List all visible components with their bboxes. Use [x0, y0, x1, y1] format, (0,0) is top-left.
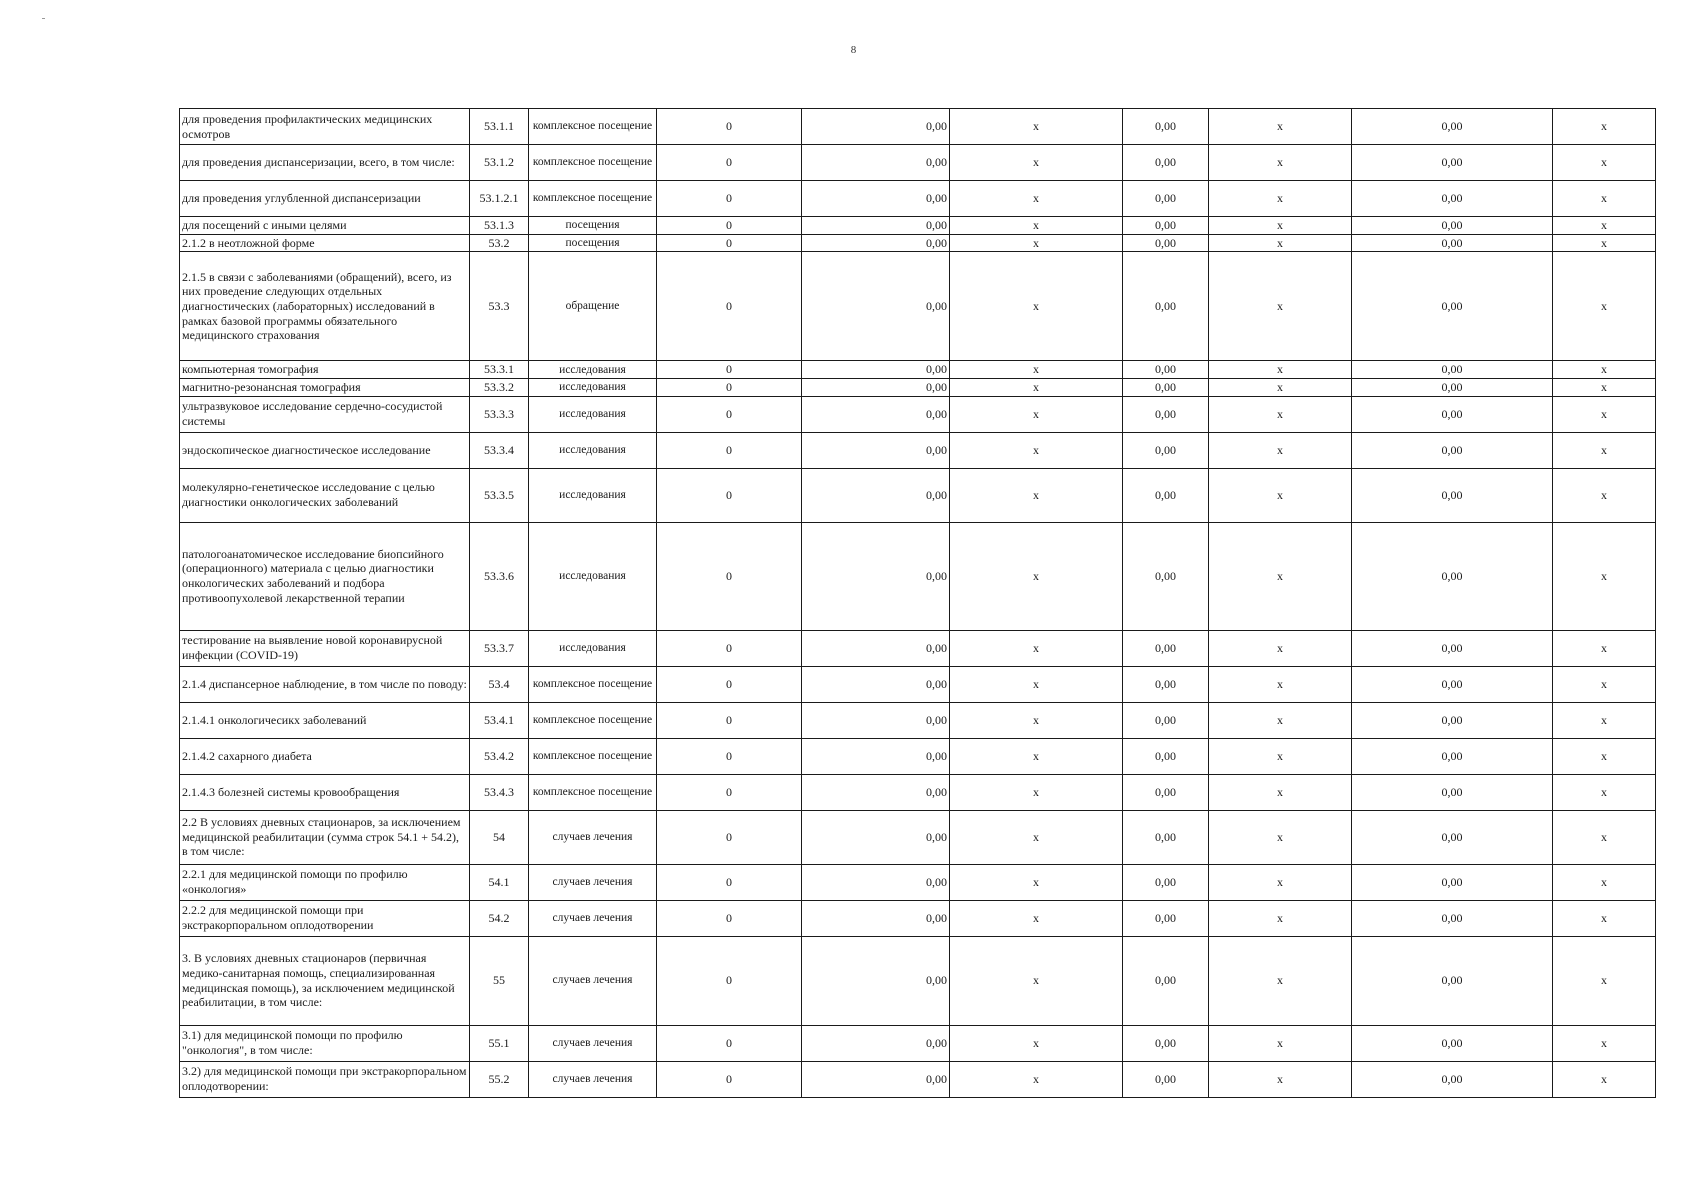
- row-value-cell: 0,00: [802, 109, 950, 145]
- row-unit-cell: комплексное посещение: [529, 774, 657, 810]
- row-value-cell: 0,00: [1352, 234, 1553, 252]
- row-value-cell: 0,00: [1123, 864, 1209, 900]
- row-name-cell: 2.2 В условиях дневных стационаров, за исключением медицинской реабилитации (сумма строк 54.1 + 54.2), в том числе:: [180, 810, 470, 864]
- row-x-cell: х: [1553, 522, 1656, 630]
- row-x-cell: х: [1553, 1061, 1656, 1097]
- row-code-cell: 53.3.2: [470, 378, 529, 396]
- row-x-cell: х: [1209, 1061, 1352, 1097]
- row-name-cell: для проведения углубленной диспансеризации: [180, 181, 470, 217]
- row-unit-cell: исследования: [529, 361, 657, 379]
- row-value-cell: 0,00: [802, 900, 950, 936]
- row-x-cell: х: [950, 361, 1123, 379]
- row-volume-cell: 0: [657, 217, 802, 235]
- row-name-cell: компьютерная томография: [180, 361, 470, 379]
- row-x-cell: х: [1553, 702, 1656, 738]
- page-number: 8: [850, 44, 857, 56]
- row-code-cell: 53.4.1: [470, 702, 529, 738]
- row-x-cell: х: [950, 936, 1123, 1025]
- row-x-cell: х: [1553, 810, 1656, 864]
- row-x-cell: х: [1209, 181, 1352, 217]
- row-unit-cell: исследования: [529, 630, 657, 666]
- row-volume-cell: 0: [657, 1025, 802, 1061]
- row-code-cell: 53.4: [470, 666, 529, 702]
- row-volume-cell: 0: [657, 378, 802, 396]
- row-x-cell: х: [950, 864, 1123, 900]
- row-value-cell: 0,00: [1123, 378, 1209, 396]
- row-x-cell: х: [950, 900, 1123, 936]
- row-value-cell: 0,00: [802, 181, 950, 217]
- row-volume-cell: 0: [657, 468, 802, 522]
- row-code-cell: 53.3.3: [470, 396, 529, 432]
- row-x-cell: х: [1209, 109, 1352, 145]
- row-name-cell: 2.1.5 в связи с заболеваниями (обращений), всего, из них проведение следующих отдельных диагностических (лабораторных) исследований в рамках базовой программы обязательного медицинского страхования: [180, 252, 470, 361]
- row-value-cell: 0,00: [1352, 900, 1553, 936]
- row-volume-cell: 0: [657, 864, 802, 900]
- row-x-cell: х: [1553, 936, 1656, 1025]
- row-unit-cell: комплексное посещение: [529, 109, 657, 145]
- row-x-cell: х: [1553, 181, 1656, 217]
- row-name-cell: 3. В условиях дневных стационаров (первичная медико-санитарная помощь, специализированная медицинская помощь), за исключением медицинской реабилитации, в том числе:: [180, 936, 470, 1025]
- row-value-cell: 0,00: [802, 522, 950, 630]
- row-code-cell: 53.3.4: [470, 432, 529, 468]
- row-name-cell: тестирование на выявление новой коронавирусной инфекции (COVID-19): [180, 630, 470, 666]
- row-x-cell: х: [1209, 234, 1352, 252]
- row-value-cell: 0,00: [802, 738, 950, 774]
- row-value-cell: 0,00: [802, 810, 950, 864]
- row-volume-cell: 0: [657, 900, 802, 936]
- row-x-cell: х: [1209, 252, 1352, 361]
- row-x-cell: х: [950, 234, 1123, 252]
- row-x-cell: х: [1553, 864, 1656, 900]
- row-value-cell: 0,00: [1352, 936, 1553, 1025]
- table-row: [180, 234, 1656, 252]
- row-value-cell: 0,00: [802, 936, 950, 1025]
- row-volume-cell: 0: [657, 738, 802, 774]
- table-row: [180, 217, 1656, 235]
- row-x-cell: х: [950, 630, 1123, 666]
- row-value-cell: 0,00: [1352, 1061, 1553, 1097]
- row-value-cell: 0,00: [1123, 666, 1209, 702]
- table-row: [180, 252, 1656, 361]
- row-value-cell: 0,00: [1123, 145, 1209, 181]
- row-value-cell: 0,00: [1123, 234, 1209, 252]
- row-volume-cell: 0: [657, 774, 802, 810]
- row-x-cell: х: [950, 666, 1123, 702]
- row-x-cell: х: [950, 810, 1123, 864]
- row-volume-cell: 0: [657, 702, 802, 738]
- table-row: [180, 109, 1656, 145]
- row-name-cell: эндоскопическое диагностическое исследование: [180, 432, 470, 468]
- row-volume-cell: 0: [657, 181, 802, 217]
- row-x-cell: х: [950, 217, 1123, 235]
- row-name-cell: 2.1.4 диспансерное наблюдение, в том числе по поводу:: [180, 666, 470, 702]
- row-value-cell: 0,00: [1352, 774, 1553, 810]
- row-value-cell: 0,00: [1123, 936, 1209, 1025]
- row-value-cell: 0,00: [1352, 1025, 1553, 1061]
- row-value-cell: 0,00: [1352, 702, 1553, 738]
- row-x-cell: х: [1553, 145, 1656, 181]
- table-row: [180, 810, 1656, 864]
- row-x-cell: х: [1553, 252, 1656, 361]
- row-code-cell: 53.2: [470, 234, 529, 252]
- row-x-cell: х: [1553, 900, 1656, 936]
- row-value-cell: 0,00: [1123, 396, 1209, 432]
- row-x-cell: х: [950, 432, 1123, 468]
- row-value-cell: 0,00: [802, 252, 950, 361]
- row-volume-cell: 0: [657, 361, 802, 379]
- row-x-cell: х: [1553, 234, 1656, 252]
- row-x-cell: х: [950, 378, 1123, 396]
- row-name-cell: для проведения диспансеризации, всего, в том числе:: [180, 145, 470, 181]
- row-value-cell: 0,00: [1352, 738, 1553, 774]
- row-x-cell: х: [1553, 361, 1656, 379]
- row-value-cell: 0,00: [1352, 396, 1553, 432]
- row-volume-cell: 0: [657, 145, 802, 181]
- row-code-cell: 53.1.1: [470, 109, 529, 145]
- row-name-cell: 2.1.4.3 болезней системы кровообращения: [180, 774, 470, 810]
- row-x-cell: х: [1553, 217, 1656, 235]
- table-row: [180, 702, 1656, 738]
- row-code-cell: 53.4.3: [470, 774, 529, 810]
- row-value-cell: 0,00: [802, 1061, 950, 1097]
- row-unit-cell: случаев лечения: [529, 900, 657, 936]
- row-value-cell: 0,00: [802, 666, 950, 702]
- table-row: [180, 181, 1656, 217]
- row-x-cell: х: [950, 109, 1123, 145]
- row-x-cell: х: [1209, 522, 1352, 630]
- row-value-cell: 0,00: [1352, 181, 1553, 217]
- table-row: [180, 1025, 1656, 1061]
- row-unit-cell: случаев лечения: [529, 1025, 657, 1061]
- row-volume-cell: 0: [657, 630, 802, 666]
- row-name-cell: 2.1.4.1 онкологичесикх заболеваний: [180, 702, 470, 738]
- row-value-cell: 0,00: [1352, 109, 1553, 145]
- row-x-cell: х: [1553, 396, 1656, 432]
- row-value-cell: 0,00: [1352, 810, 1553, 864]
- row-x-cell: х: [1209, 145, 1352, 181]
- row-unit-cell: исследования: [529, 396, 657, 432]
- row-unit-cell: случаев лечения: [529, 936, 657, 1025]
- row-name-cell: 2.1.2 в неотложной форме: [180, 234, 470, 252]
- row-x-cell: х: [1553, 468, 1656, 522]
- row-value-cell: 0,00: [802, 432, 950, 468]
- row-unit-cell: исследования: [529, 432, 657, 468]
- row-x-cell: х: [950, 181, 1123, 217]
- row-value-cell: 0,00: [1123, 738, 1209, 774]
- row-value-cell: 0,00: [1123, 432, 1209, 468]
- row-x-cell: х: [1553, 432, 1656, 468]
- row-x-cell: х: [1209, 666, 1352, 702]
- table-row: [180, 864, 1656, 900]
- row-unit-cell: случаев лечения: [529, 1061, 657, 1097]
- table-row: [180, 432, 1656, 468]
- row-volume-cell: 0: [657, 810, 802, 864]
- row-unit-cell: комплексное посещение: [529, 666, 657, 702]
- row-x-cell: х: [950, 738, 1123, 774]
- row-x-cell: х: [1553, 666, 1656, 702]
- row-value-cell: 0,00: [1123, 774, 1209, 810]
- table-row: [180, 361, 1656, 379]
- row-value-cell: 0,00: [1123, 217, 1209, 235]
- row-value-cell: 0,00: [802, 630, 950, 666]
- row-code-cell: 53.3.1: [470, 361, 529, 379]
- row-x-cell: х: [950, 1025, 1123, 1061]
- row-x-cell: х: [1209, 217, 1352, 235]
- row-value-cell: 0,00: [1123, 468, 1209, 522]
- row-x-cell: х: [1209, 900, 1352, 936]
- row-x-cell: х: [1209, 810, 1352, 864]
- row-x-cell: х: [1553, 1025, 1656, 1061]
- row-code-cell: 53.1.2.1: [470, 181, 529, 217]
- row-unit-cell: случаев лечения: [529, 810, 657, 864]
- row-x-cell: х: [1209, 738, 1352, 774]
- table-row: [180, 738, 1656, 774]
- row-x-cell: х: [950, 252, 1123, 361]
- row-volume-cell: 0: [657, 396, 802, 432]
- row-unit-cell: комплексное посещение: [529, 738, 657, 774]
- row-x-cell: х: [1209, 774, 1352, 810]
- row-unit-cell: случаев лечения: [529, 864, 657, 900]
- row-code-cell: 53.3: [470, 252, 529, 361]
- row-x-cell: х: [1553, 738, 1656, 774]
- row-code-cell: 53.3.6: [470, 522, 529, 630]
- row-unit-cell: комплексное посещение: [529, 702, 657, 738]
- row-value-cell: 0,00: [802, 396, 950, 432]
- row-x-cell: х: [1209, 468, 1352, 522]
- row-value-cell: 0,00: [1123, 361, 1209, 379]
- row-code-cell: 53.3.7: [470, 630, 529, 666]
- data-table: [179, 108, 1656, 1098]
- row-x-cell: х: [1209, 630, 1352, 666]
- row-name-cell: 3.2) для медицинской помощи при экстракорпоральном оплодотворении:: [180, 1061, 470, 1097]
- table-row: [180, 1061, 1656, 1097]
- row-name-cell: 2.2.2 для медицинской помощи при экстракорпоральном оплодотворении: [180, 900, 470, 936]
- row-x-cell: х: [1209, 1025, 1352, 1061]
- table-row: [180, 774, 1656, 810]
- row-value-cell: 0,00: [802, 1025, 950, 1061]
- row-x-cell: х: [1209, 936, 1352, 1025]
- row-name-cell: ультразвуковое исследование сердечно-сосудистой системы: [180, 396, 470, 432]
- row-code-cell: 53.4.2: [470, 738, 529, 774]
- row-unit-cell: посещения: [529, 217, 657, 235]
- row-value-cell: 0,00: [1123, 181, 1209, 217]
- row-x-cell: х: [950, 468, 1123, 522]
- row-x-cell: х: [1553, 630, 1656, 666]
- row-x-cell: х: [950, 522, 1123, 630]
- scan-speck: [42, 18, 45, 19]
- row-value-cell: 0,00: [1123, 630, 1209, 666]
- row-name-cell: для проведения профилактических медицинских осмотров: [180, 109, 470, 145]
- row-unit-cell: комплексное посещение: [529, 181, 657, 217]
- row-name-cell: 2.2.1 для медицинской помощи по профилю «онкология»: [180, 864, 470, 900]
- row-name-cell: 2.1.4.2 сахарного диабета: [180, 738, 470, 774]
- row-unit-cell: исследования: [529, 522, 657, 630]
- row-value-cell: 0,00: [1123, 1061, 1209, 1097]
- row-value-cell: 0,00: [802, 234, 950, 252]
- row-x-cell: х: [1553, 378, 1656, 396]
- row-value-cell: 0,00: [802, 378, 950, 396]
- row-volume-cell: 0: [657, 1061, 802, 1097]
- row-volume-cell: 0: [657, 109, 802, 145]
- row-code-cell: 53.3.5: [470, 468, 529, 522]
- row-value-cell: 0,00: [1352, 630, 1553, 666]
- row-value-cell: 0,00: [1352, 522, 1553, 630]
- row-x-cell: х: [1553, 109, 1656, 145]
- row-name-cell: магнитно-резонансная томография: [180, 378, 470, 396]
- row-value-cell: 0,00: [1352, 468, 1553, 522]
- table-body: [180, 109, 1656, 1098]
- row-value-cell: 0,00: [1352, 145, 1553, 181]
- row-x-cell: х: [950, 1061, 1123, 1097]
- table-row: [180, 936, 1656, 1025]
- row-value-cell: 0,00: [1123, 1025, 1209, 1061]
- row-volume-cell: 0: [657, 432, 802, 468]
- row-volume-cell: 0: [657, 936, 802, 1025]
- row-value-cell: 0,00: [802, 145, 950, 181]
- row-value-cell: 0,00: [1123, 810, 1209, 864]
- row-code-cell: 53.1.2: [470, 145, 529, 181]
- row-value-cell: 0,00: [1352, 864, 1553, 900]
- row-unit-cell: исследования: [529, 468, 657, 522]
- row-x-cell: х: [950, 145, 1123, 181]
- table-row: [180, 396, 1656, 432]
- row-value-cell: 0,00: [1352, 252, 1553, 361]
- row-unit-cell: комплексное посещение: [529, 145, 657, 181]
- row-volume-cell: 0: [657, 252, 802, 361]
- row-unit-cell: посещения: [529, 234, 657, 252]
- row-volume-cell: 0: [657, 522, 802, 630]
- row-x-cell: х: [950, 774, 1123, 810]
- row-value-cell: 0,00: [1123, 900, 1209, 936]
- row-x-cell: х: [950, 396, 1123, 432]
- table-row: [180, 145, 1656, 181]
- row-name-cell: 3.1) для медицинской помощи по профилю "онкология", в том числе:: [180, 1025, 470, 1061]
- row-x-cell: х: [1209, 864, 1352, 900]
- row-code-cell: 55.1: [470, 1025, 529, 1061]
- row-volume-cell: 0: [657, 666, 802, 702]
- table-row: [180, 378, 1656, 396]
- row-x-cell: х: [1209, 432, 1352, 468]
- table-row: [180, 666, 1656, 702]
- row-value-cell: 0,00: [1352, 378, 1553, 396]
- row-code-cell: 54.1: [470, 864, 529, 900]
- row-value-cell: 0,00: [1123, 109, 1209, 145]
- row-code-cell: 53.1.3: [470, 217, 529, 235]
- row-code-cell: 54.2: [470, 900, 529, 936]
- row-x-cell: х: [1209, 702, 1352, 738]
- row-code-cell: 54: [470, 810, 529, 864]
- row-value-cell: 0,00: [1352, 361, 1553, 379]
- row-value-cell: 0,00: [802, 468, 950, 522]
- row-value-cell: 0,00: [802, 702, 950, 738]
- row-code-cell: 55.2: [470, 1061, 529, 1097]
- row-x-cell: х: [1209, 361, 1352, 379]
- row-value-cell: 0,00: [1123, 252, 1209, 361]
- table-row: [180, 630, 1656, 666]
- row-unit-cell: обращение: [529, 252, 657, 361]
- row-name-cell: молекулярно-генетическое исследование с целью диагностики онкологических заболеваний: [180, 468, 470, 522]
- row-value-cell: 0,00: [802, 217, 950, 235]
- row-value-cell: 0,00: [1123, 702, 1209, 738]
- table-row: [180, 468, 1656, 522]
- table-row: [180, 522, 1656, 630]
- row-value-cell: 0,00: [1123, 522, 1209, 630]
- row-unit-cell: исследования: [529, 378, 657, 396]
- row-value-cell: 0,00: [1352, 432, 1553, 468]
- row-x-cell: х: [1209, 396, 1352, 432]
- row-volume-cell: 0: [657, 234, 802, 252]
- row-name-cell: патологоанатомическое исследование биопсийного (операционного) материала с целью диагностики онкологических заболеваний и подбора противоопухолевой лекарственной терапии: [180, 522, 470, 630]
- row-value-cell: 0,00: [1352, 666, 1553, 702]
- row-value-cell: 0,00: [802, 361, 950, 379]
- row-x-cell: х: [950, 702, 1123, 738]
- row-code-cell: 55: [470, 936, 529, 1025]
- row-value-cell: 0,00: [802, 864, 950, 900]
- row-x-cell: х: [1209, 378, 1352, 396]
- row-value-cell: 0,00: [1352, 217, 1553, 235]
- row-value-cell: 0,00: [802, 774, 950, 810]
- row-x-cell: х: [1553, 774, 1656, 810]
- table-row: [180, 900, 1656, 936]
- row-name-cell: для посещений с иными целями: [180, 217, 470, 235]
